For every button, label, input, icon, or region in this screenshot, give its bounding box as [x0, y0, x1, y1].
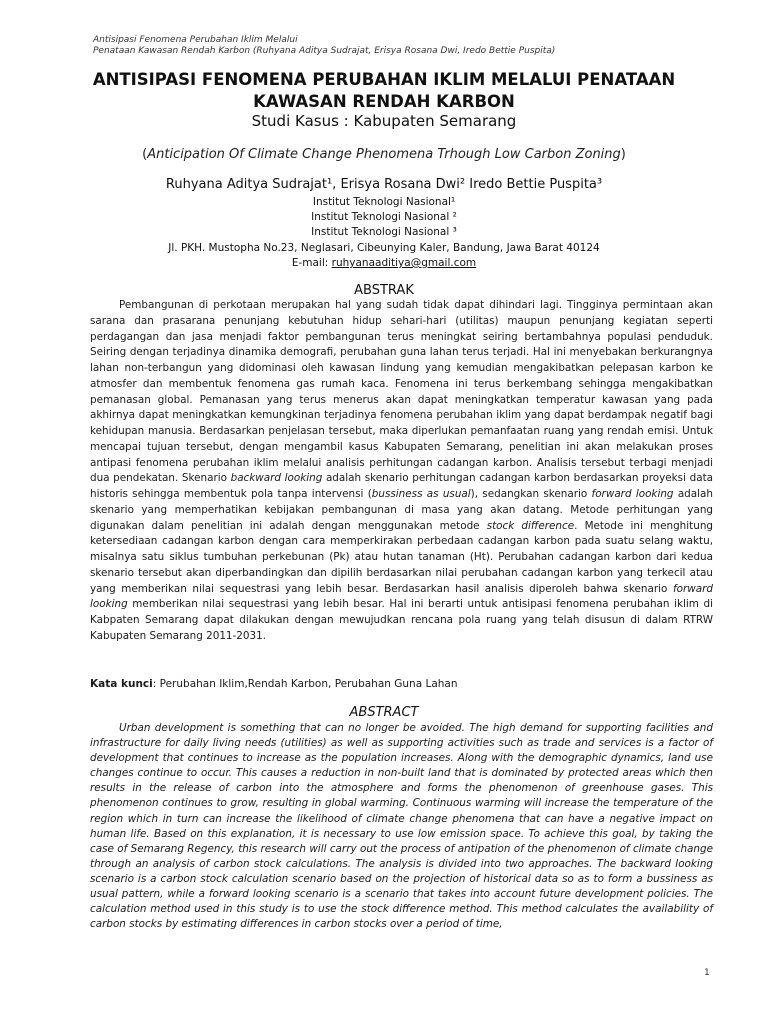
abstract-paragraph: Urban development is something that can no longer be avoided. The high demand for supporting facilities and infrastructure for daily living needs (utilities) as well as supporting activities such as trade and services is a factor of development that continues to increase as the population increases. Along with the demographic dynamics, land use changes continue to occur. This causes a reduction in non-built land that is dominated by protected areas which then results in the release of carbon into the atmosphere and forms the phenomenon of greenhouse gases. This phenomenon continues to grow, resulting in global warming. Continuous warming will increase the temperature of the region which in turn can increase the likelihood of climate change phenomena that can have a negative impact on human life. Based on this explanation, it is necessary to use low emission space. To achieve this goal, by taking the case of Semarang Regency, this research will carry out the process of antipation of the phenomenon of climate change through an analysis of carbon stock calculations. The analysis is divided into two approaches. The backward looking scenario is a carbon stock calculation scenario based on the projection of historical data so as to form a bussiness as usual pattern, while a forward looking scenario is a scenario that takes into account future development policies. The calculation method used in this study is to use the stock difference method. This method calculates the availability of carbon stocks by estimating differences in carbon stocks over a period of time,	[90, 722, 713, 931]
running-header-line-2: Penataan Kawasan Rendah Karbon (Ruhyana Aditya Sudrajat, Erisya Rosana Dwi, Iredo Bettie Puspita)	[93, 46, 556, 56]
affiliation-1: Institut Teknologi Nasional¹	[312, 196, 456, 208]
paper-subtitle: Studi Kasus : Kabupaten Semarang	[251, 112, 517, 130]
abstract-heading: ABSTRACT	[349, 705, 419, 720]
term-backward-looking: backward looking	[230, 472, 323, 485]
paper-title-line-2: KAWASAN RENDAH KARBON	[253, 92, 515, 111]
term-stock-difference: stock difference	[486, 519, 575, 532]
term-forward-looking: forward looking	[591, 488, 674, 500]
abstrak-heading: ABSTRAK	[354, 283, 414, 298]
institution-address: Jl. PKH. Mustopha No.23, Neglasari, Cibeunying Kaler, Bandung, Jawa Barat 40124	[168, 242, 600, 254]
abstrak-text-2: adalah skenario perhitungan cadangan karbon berdasarkan proyeksi data historis sehingga membentuk pola tanpa intervensi (	[90, 472, 714, 500]
email-label: E-mail:	[291, 257, 332, 269]
keywords-separator: :	[152, 678, 160, 690]
email-link[interactable]: ruhyanaaditiya@gmail.com	[331, 257, 477, 269]
english-title-text: Anticipation Of Climate Change Phenomena Trhough Low Carbon Zoning	[147, 147, 621, 162]
email-line	[60, 257, 708, 269]
keywords-label: Kata kunci	[90, 678, 153, 690]
term-forward-looking-2: forward looking	[90, 582, 713, 611]
english-title-paren-close: )	[620, 147, 626, 162]
abstrak-text-6: memberikan nilai sequestrasi yang lebih besar. Hal ini berarti untuk antisipasi fenomena perubahan iklim di Kabpaten Semarang dapat dilakukan dengan mewujudkan rencana pola ruang yang telah disusun di dalam RTRW Kabupaten Semarang 2011-2031.	[90, 598, 713, 642]
abstrak-paragraph	[90, 298, 713, 645]
affiliation-2: Institut Teknologi Nasional ²	[311, 211, 457, 223]
keywords-text: Perubahan Iklim,Rendah Karbon, Perubahan Guna Lahan	[159, 678, 458, 690]
author-list: Ruhyana Aditya Sudrajat¹, Erisya Rosana Dwi² Iredo Bettie Puspita³	[165, 177, 603, 192]
affiliation-3: Institut Teknologi Nasional ³	[311, 226, 457, 238]
abstrak-text-1: Pembangunan di perkotaan merupakan hal yang sudah tidak dapat dihindari lagi. Tingginya permintaan akan sarana dan prasarana penunjang kebutuhan hidup sehari-hari (utilitas) maupun penunjang kegiatan seperti perdagangan dan jasa menjadi faktor pembangunan terus meningkat seiring bertambahnya populasi penduduk. Seiring dengan terjadinya dinamika demografi, perubahan guna lahan terus terjadi. Hal ini menyebakan berkurangnya lahan non-terbangun yang didominasi oleh kawasan lindung yang kemudian mengakibatkan pelepasan karbon ke atmosfer dan membentuk fenomena gas rumah kaca. Fenomena ini terus berkembang sehingga mengakibatkan pemanasan global. Pemanasan yang terus menerus akan dapat meningkatkan temperatur kawasan yang pada akhirnya dapat meningkatkan kemungkinan terjadinya fenomena perubahan iklim yang dapat berdampak negatif bagi kehidupan manusia. Berdasarkan penjelasan tersebut, maka diperlukan pemanfaatan ruang yang rendah emisi. Untuk mencapai tujuan tersebut, dengan mengambil kasus Kabupaten Semarang, penelitian ini akan melakukan proses antipasi fenomena perubahan iklim melalui analisis perhitungan cadangan karbon. Analisis tersebut terbagi menjadi dua pendekatan. Skenario	[90, 299, 713, 485]
keywords	[90, 678, 713, 690]
page-number: 1	[704, 968, 710, 978]
english-title-paren-open: (	[142, 147, 148, 162]
running-header-line-1: Antisipasi Fenomena Perubahan Iklim Melalui	[93, 35, 298, 45]
paper-title-line-1: ANTISIPASI FENOMENA PERUBAHAN IKLIM MELALUI PENATAAN	[92, 70, 676, 89]
english-title	[60, 147, 708, 162]
abstrak-text-5: . Metode ini menghitung ketersediaan cadangan karbon dengan cara memperkirakan perbedaan cadangan karbon pada suatu selang waktu, misalnya satu siklus tumbuhan perkebunan (Pk) atau hutan tanaman (Ht). Perubahan cadangan karbon dari kedua skenario tersebut akan diperbandingkan dan dipilih berdasarkan nilai perubahan cadangan karbon yang terkecil atau yang memberikan nilai sequestrasi yang lebih besar. Berdasarkan hasil analisis diperoleh bahwa skenario	[90, 519, 713, 595]
term-business-as-usual: bussiness as usual	[371, 488, 471, 500]
abstrak-text-4: adalah skenario yang memperhatikan kebijakan pembangunan di masa yang akan datang. Metode perhitungan yang digunakan dalam penelitian ini adalah dengan menggunakan metode	[90, 488, 713, 532]
abstrak-text-3: ), sedangkan skenario	[470, 488, 592, 500]
